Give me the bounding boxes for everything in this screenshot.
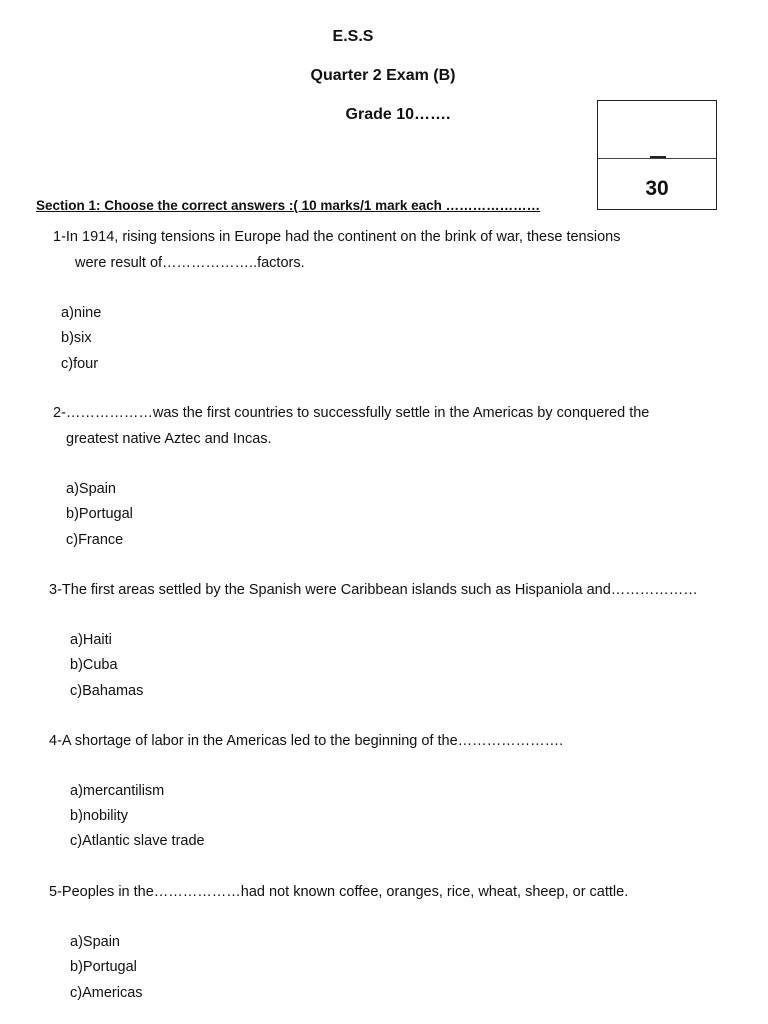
- score-total: 30: [645, 177, 669, 200]
- question-5-option-a: a)Spain: [70, 934, 120, 950]
- question-2-option-a: a)Spain: [66, 481, 116, 497]
- exam-title: Quarter 2 Exam (B): [310, 67, 456, 84]
- question-5-option-c: c)Americas: [70, 985, 143, 1001]
- question-4-option-c: c)Atlantic slave trade: [70, 833, 205, 849]
- score-blank-mark: [650, 156, 666, 158]
- question-1-option-c: c)four: [61, 356, 99, 372]
- score-divider: [598, 158, 716, 159]
- section-1-title: Section 1: Choose the correct answers :( 10 marks/1 mark each …………………: [36, 198, 541, 213]
- question-3-option-c: c)Bahamas: [70, 683, 144, 699]
- question-2-option-c: c)France: [66, 532, 124, 548]
- question-3-line-1: 3-The first areas settled by the Spanish were Caribbean islands such as Hispaniola and………………: [49, 582, 698, 598]
- question-2-line-1: 2-………………was the first countries to successfully settle in the Americas by conquered the: [53, 405, 650, 421]
- question-1-line-2: were result of………………..factors.: [75, 255, 305, 271]
- question-2-option-b: b)Portugal: [66, 506, 133, 522]
- question-1-option-b: b)six: [61, 330, 92, 346]
- question-4-option-b: b)nobility: [70, 808, 129, 824]
- question-4-option-a: a)mercantilism: [70, 783, 165, 799]
- grade-line: Grade 10…….: [345, 106, 451, 123]
- question-3-option-b: b)Cuba: [70, 657, 118, 673]
- score-box: [597, 100, 717, 210]
- question-3-option-a: a)Haiti: [70, 632, 112, 648]
- question-4-line-1: 4-A shortage of labor in the Americas led to the beginning of the………………….: [49, 733, 564, 749]
- question-1-option-a: a)nine: [61, 305, 102, 321]
- question-5-line-1: 5-Peoples in the………………had not known coffee, oranges, rice, wheat, sheep, or cattle.: [49, 884, 629, 900]
- question-5-option-b: b)Portugal: [70, 959, 137, 975]
- question-2-line-2: greatest native Aztec and Incas.: [66, 431, 272, 447]
- school-name: E.S.S: [332, 28, 374, 45]
- question-1-line-1: 1-In 1914, rising tensions in Europe had the continent on the brink of war, these tensions: [53, 229, 621, 245]
